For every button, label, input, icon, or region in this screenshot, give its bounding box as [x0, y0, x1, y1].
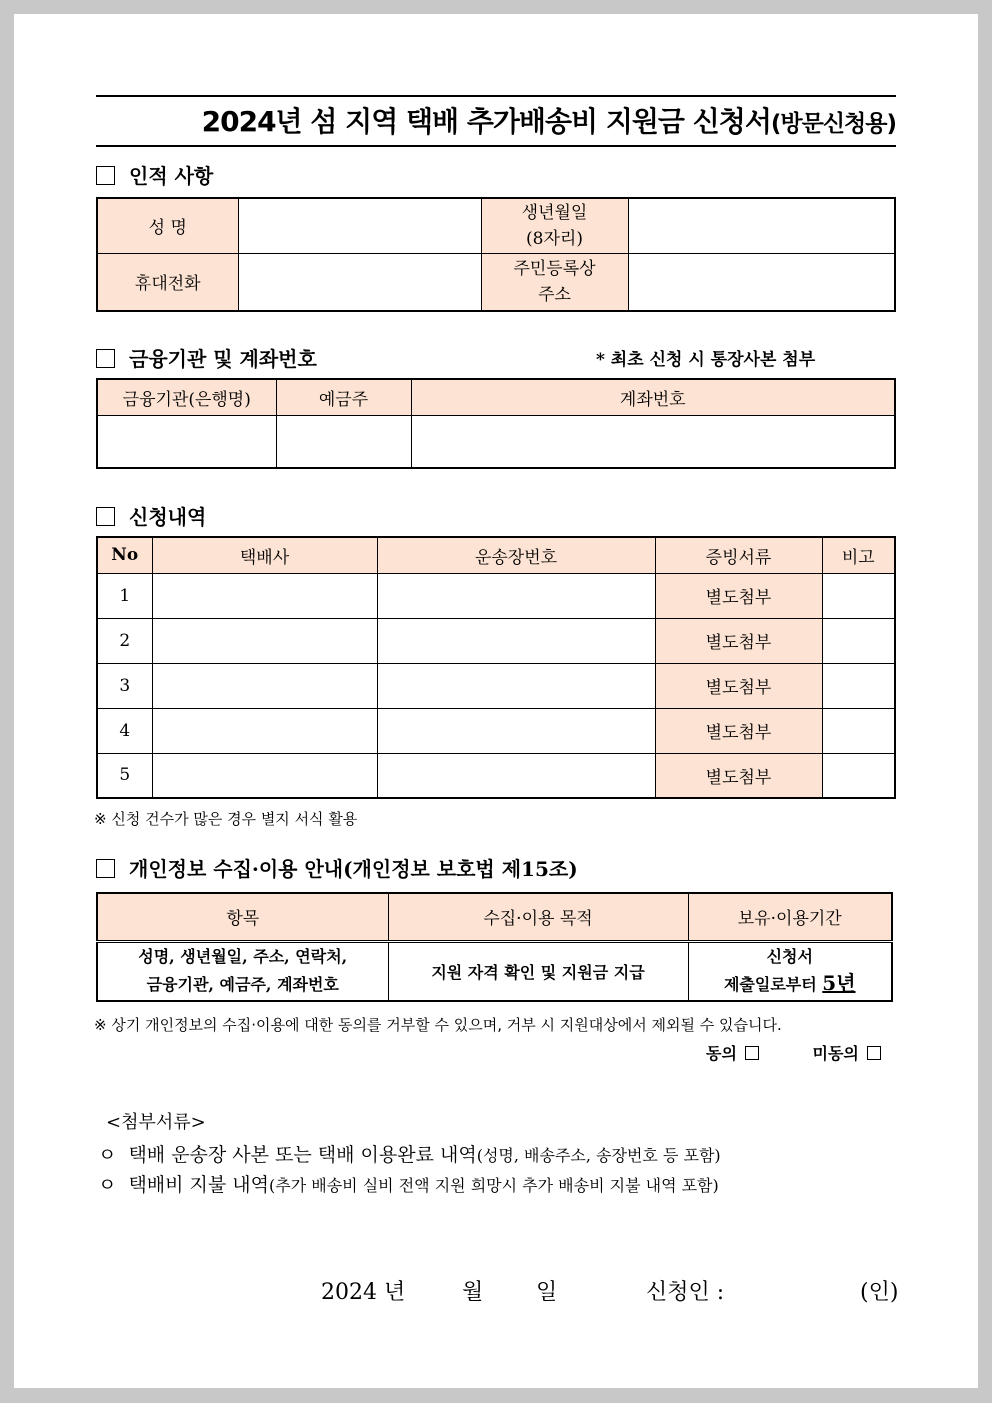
proof-header: 증빙서류 — [655, 537, 822, 573]
phone-field[interactable] — [238, 253, 481, 311]
remark-header: 비고 — [822, 537, 895, 573]
disagree-checkbox[interactable] — [867, 1046, 881, 1060]
attachment-item: ㅇ 택배비 지불 내역(추가 배송비 실비 전액 지원 희망시 추가 배송비 지불 내역 포함) — [98, 1174, 719, 1196]
checkbox-icon — [96, 166, 115, 185]
address-label: 주민등록상 주소 — [481, 253, 628, 311]
waybill-field[interactable] — [377, 663, 655, 708]
waybill-field[interactable] — [377, 753, 655, 798]
sign-day: 일 — [536, 1280, 558, 1305]
privacy-note: ※ 상기 개인정보의 수집·이용에 대한 동의를 거부할 수 있으며, 거부 시 지원대상에서 제외될 수 있습니다. — [94, 1016, 782, 1034]
phone-label: 휴대전화 — [97, 253, 238, 311]
proof-cell: 별도첨부 — [655, 663, 822, 708]
birth-field[interactable] — [628, 198, 895, 253]
purpose-cell: 지원 자격 확인 및 지원금 지급 — [388, 941, 688, 1001]
checkbox-icon — [96, 859, 115, 878]
section-personal-heading: 인적 사항 — [96, 160, 213, 189]
courier-field[interactable] — [152, 753, 377, 798]
attachments-heading: <첨부서류> — [106, 1112, 206, 1133]
section-application-heading: 신청내역 — [96, 501, 206, 530]
proof-cell: 별도첨부 — [655, 618, 822, 663]
title-top-rule — [96, 95, 896, 97]
row-number: 4 — [97, 708, 152, 753]
waybill-header: 운송장번호 — [377, 537, 655, 573]
birth-label: 생년월일 (8자리) — [481, 198, 628, 253]
personal-info-table — [96, 197, 896, 312]
holder-field[interactable] — [276, 415, 411, 468]
privacy-table — [96, 892, 893, 1002]
remark-field[interactable] — [822, 753, 895, 798]
account-header: 계좌번호 — [411, 379, 895, 415]
bank-name-field[interactable] — [97, 415, 276, 468]
courier-header: 택배사 — [152, 537, 377, 573]
agree-label: 동의 — [706, 1044, 737, 1063]
item-header: 항목 — [97, 893, 388, 941]
checkbox-icon — [96, 349, 115, 368]
page-title: 2024년 섬 지역 택배 추가배송비 지원금 신청서(방문신청용) — [201, 105, 896, 138]
purpose-header: 수집·이용 목적 — [388, 893, 688, 941]
bank-note: * 최초 신청 시 통장사본 첨부 — [596, 350, 816, 370]
sign-seal: (인) — [860, 1280, 899, 1305]
sign-month: 월 — [462, 1280, 484, 1305]
courier-field[interactable] — [152, 663, 377, 708]
no-header: No — [97, 537, 152, 573]
application-table — [96, 536, 896, 799]
courier-field[interactable] — [152, 573, 377, 618]
account-field[interactable] — [411, 415, 895, 468]
bank-name-header: 금융기관(은행명) — [97, 379, 276, 415]
proof-cell: 별도첨부 — [655, 573, 822, 618]
title-bottom-rule — [96, 145, 896, 147]
section-privacy-heading: 개인정보 수집·이용 안내(개인정보 보호법 제15조) — [96, 853, 578, 882]
attachment-item: ㅇ 택배 운송장 사본 또는 택배 이용완료 내역(성명, 배송주소, 송장번호 등 포함) — [98, 1144, 721, 1166]
row-number: 3 — [97, 663, 152, 708]
section-bank-heading: 금융기관 및 계좌번호 — [96, 343, 317, 372]
waybill-field[interactable] — [377, 573, 655, 618]
remark-field[interactable] — [822, 573, 895, 618]
checkbox-icon — [96, 507, 115, 526]
proof-cell: 별도첨부 — [655, 708, 822, 753]
courier-field[interactable] — [152, 618, 377, 663]
waybill-field[interactable] — [377, 618, 655, 663]
sign-applicant: 신청인 : — [646, 1280, 725, 1305]
waybill-field[interactable] — [377, 708, 655, 753]
holder-header: 예금주 — [276, 379, 411, 415]
address-field[interactable] — [628, 253, 895, 311]
agree-checkbox[interactable] — [745, 1046, 759, 1060]
row-number: 5 — [97, 753, 152, 798]
bank-table — [96, 378, 896, 469]
remark-field[interactable] — [822, 708, 895, 753]
period-header: 보유·이용기간 — [688, 893, 892, 941]
item-cell: 성명, 생년월일, 주소, 연락처, 금융기관, 예금주, 계좌번호 — [97, 941, 388, 1001]
consent-row — [706, 1041, 881, 1064]
row-number: 2 — [97, 618, 152, 663]
remark-field[interactable] — [822, 618, 895, 663]
application-note: ※ 신청 건수가 많은 경우 별지 서식 활용 — [94, 810, 358, 828]
name-label: 성 명 — [97, 198, 238, 253]
courier-field[interactable] — [152, 708, 377, 753]
sign-year: 2024 년 — [321, 1280, 406, 1305]
proof-cell: 별도첨부 — [655, 753, 822, 798]
row-number: 1 — [97, 573, 152, 618]
period-cell: 신청서 제출일로부터 5년 — [688, 941, 892, 1001]
name-field[interactable] — [238, 198, 481, 253]
remark-field[interactable] — [822, 663, 895, 708]
disagree-label: 미동의 — [812, 1044, 859, 1063]
